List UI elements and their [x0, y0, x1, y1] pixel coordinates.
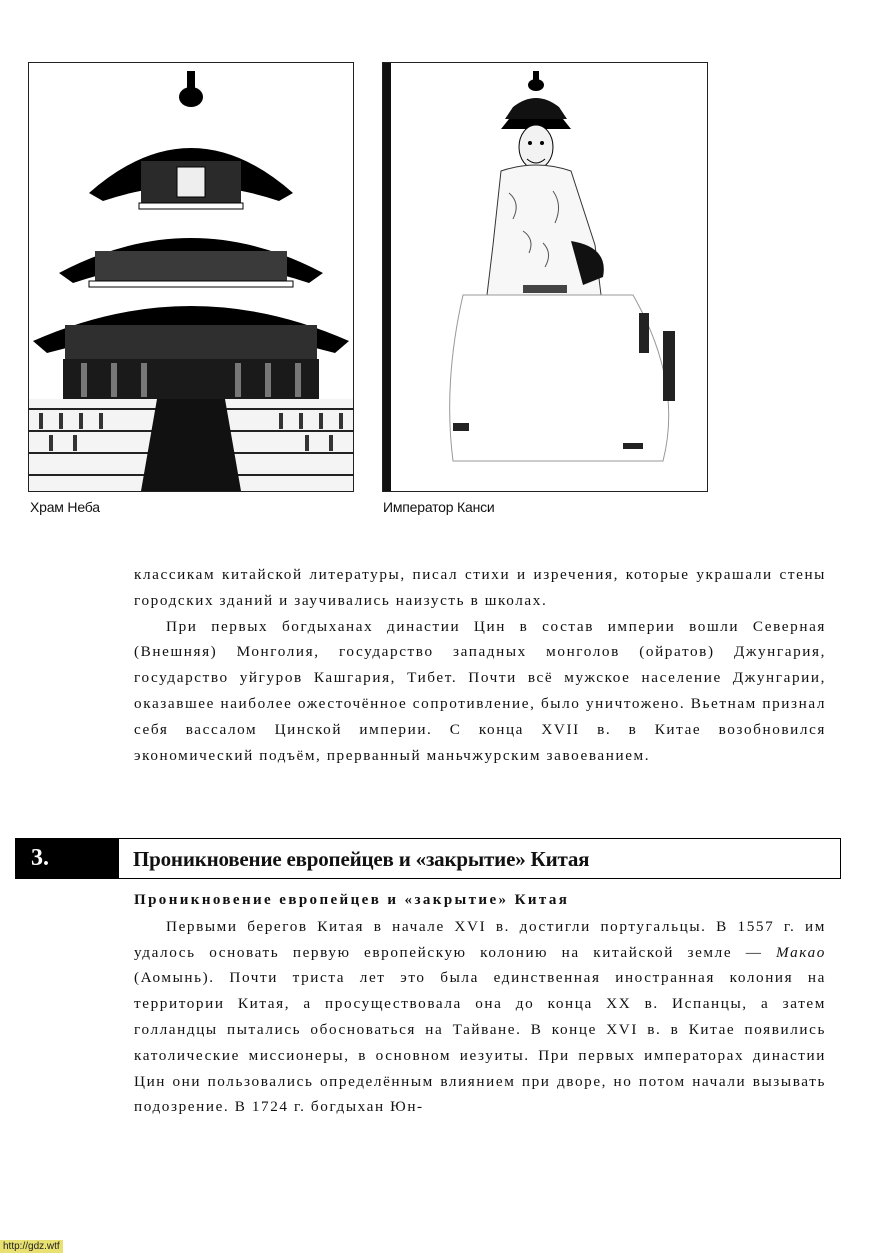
section-header [15, 838, 841, 879]
temple-of-heaven-icon [29, 63, 353, 491]
body-text-top [134, 562, 826, 768]
source-link[interactable]: http://gdz.wtf [0, 1240, 63, 1253]
temple-caption: Храм Неба [30, 499, 100, 515]
section-number: 3. [15, 838, 119, 879]
paragraph-text: (Аомынь). Почти триста лет это была единственная иностранная колония на территории Китая, а просуществовала она до конца XX в. Испанцы, а затем голландцы пытались обосноваться на Тайване. В конце XVI в. в Китае появились католические миссионеры, в основном иезуиты. При первых императорах династии Цин они пользовались определённым влиянием при дворе, но потом начали вызывать подозрение. В 1724 г. богдыхан Юн- [134, 969, 826, 1116]
emperor-portrait-photo [382, 62, 708, 492]
emperor-portrait-icon [383, 63, 707, 491]
place-name-italic: Макао [776, 943, 826, 961]
paragraph-text: Первыми берегов Китая в начале XVI в. достигли португальцы. В 1557 г. им удалось основать первую европейскую колонию на китайской земле — [134, 917, 826, 961]
body-text-bottom [134, 888, 826, 1120]
paragraph: При первых богдыханах династии Цин в состав империи вошли Северная (Внешняя) Монголия, государство западных монголов (ойратов) Джунгария, государство уйгуров Кашгария, Тибет. Почти всё мужское население Джунгарии, оказавшее наиболее ожесточённое сопротивление, было уничтожено. Вьетнам признал себя вассалом Цинской империи. С конца XVII в. в Китае возобновился экономический подъём, прерванный маньчжурским завоеванием. [134, 617, 826, 764]
section-title: Проникновение европейцев и «закрытие» Китая [133, 847, 590, 871]
section-title-box [119, 838, 841, 879]
paragraph [134, 914, 826, 1120]
emperor-caption: Император Канси [383, 499, 495, 515]
paragraph: классикам китайской литературы, писал стихи и изречения, которые украшали стены городских зданий и заучивались наизусть в школах. [134, 566, 826, 609]
subheading: Проникновение европейцев и «закрытие» Китая [134, 892, 570, 908]
temple-of-heaven-photo [28, 62, 354, 492]
